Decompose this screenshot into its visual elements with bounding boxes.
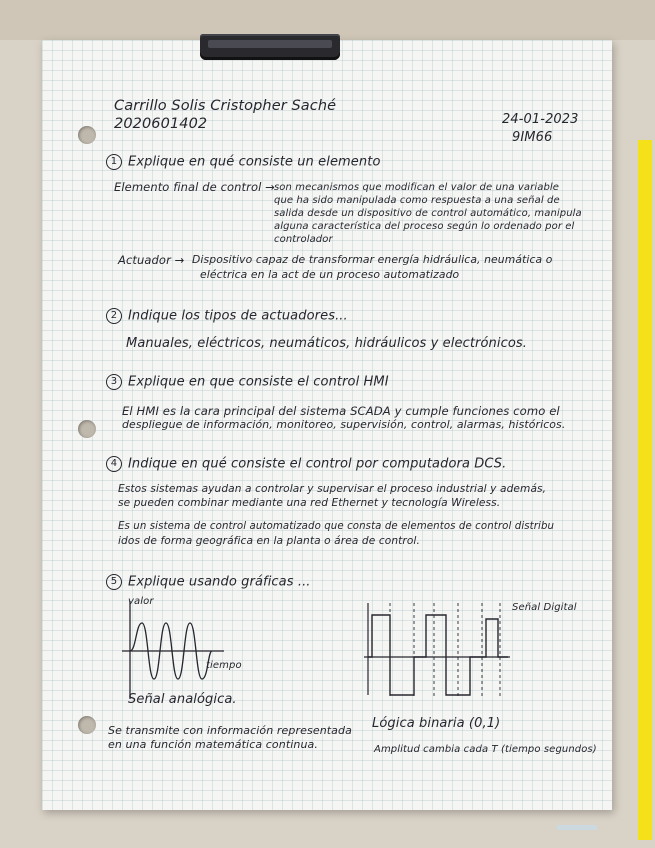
analog-desc-line-1: Se transmite con información representada bbox=[108, 724, 352, 737]
digital-guides bbox=[390, 603, 500, 699]
analog-caption: Señal analógica. bbox=[128, 692, 237, 707]
analog-desc-line-2: en una función matemática continua. bbox=[108, 738, 318, 751]
question-4-text: Indique en qué consiste el control por computadora DCS. bbox=[128, 456, 507, 472]
answer-2: Manuales, eléctricos, neumáticos, hidráulicos y electrónicos. bbox=[126, 336, 527, 351]
yellow-tab bbox=[638, 140, 652, 840]
digital-signal-graph bbox=[362, 595, 522, 705]
analog-x-label: tiempo bbox=[206, 660, 242, 671]
def-actuador-line-1: Dispositivo capaz de transformar energía hidráulica, neumática o bbox=[192, 253, 553, 266]
question-3 bbox=[106, 374, 389, 391]
digital-desc: Amplitud cambia cada T (tiempo segundos) bbox=[374, 744, 597, 755]
question-1 bbox=[106, 154, 381, 171]
question-2 bbox=[106, 308, 348, 325]
question-number-4: 4 bbox=[106, 456, 122, 472]
question-number-2: 2 bbox=[106, 308, 122, 324]
def-elemento-line-1: son mecanismos que modifican el valor de una variable bbox=[274, 182, 560, 193]
analog-y-label: valor bbox=[128, 596, 154, 607]
question-4 bbox=[106, 456, 506, 473]
digital-label: Señal Digital bbox=[512, 602, 577, 613]
punch-hole-3 bbox=[78, 716, 96, 734]
term-elemento-final: Elemento final de control → bbox=[114, 180, 275, 194]
question-number-1: 1 bbox=[106, 154, 122, 170]
student-name: Carrillo Solis Cristopher Saché bbox=[114, 98, 337, 114]
question-number-5: 5 bbox=[106, 574, 122, 590]
analog-signal-graph bbox=[112, 595, 282, 705]
digital-wave bbox=[368, 615, 508, 695]
question-1-text: Explique en qué consiste un elemento bbox=[128, 154, 381, 170]
digital-caption: Lógica binaria (0,1) bbox=[372, 716, 501, 731]
notebook-page bbox=[42, 40, 612, 810]
question-5-text: Explique usando gráficas ... bbox=[128, 574, 311, 590]
student-id: 2020601402 bbox=[114, 116, 208, 132]
answer-4a-line-2: se pueden combinar mediante una red Ethernet y tecnología Wireless. bbox=[118, 497, 501, 509]
question-number-3: 3 bbox=[106, 374, 122, 390]
date: 24-01-2023 bbox=[502, 112, 579, 127]
answer-4b-line-2: idos de forma geográfica en la planta o área de control. bbox=[118, 535, 420, 547]
ink-smudge bbox=[557, 825, 597, 830]
question-2-text: Indique los tipos de actuadores... bbox=[128, 308, 348, 324]
answer-4a-line-1: Estos sistemas ayudan a controlar y supervisar el proceso industrial y además, bbox=[118, 483, 547, 495]
def-elemento-line-3: salida desde un dispositivo de control automático, manipula bbox=[274, 208, 582, 219]
punch-hole-2 bbox=[78, 420, 96, 438]
answer-4b-line-1: Es un sistema de control automatizado que consta de elementos de control distribu bbox=[118, 521, 555, 532]
term-actuador: Actuador → bbox=[118, 253, 185, 267]
question-5 bbox=[106, 574, 311, 591]
clipboard-clip bbox=[200, 34, 340, 60]
def-elemento-line-5: controlador bbox=[274, 234, 333, 245]
punch-hole-1 bbox=[78, 126, 96, 144]
question-3-text: Explique en que consiste el control HMI bbox=[128, 374, 389, 390]
answer-3-line-1: El HMI es la cara principal del sistema SCADA y cumple funciones como el bbox=[122, 404, 560, 418]
answer-3-line-2: despliegue de información, monitoreo, supervisión, control, alarmas, históricos. bbox=[122, 418, 566, 431]
def-actuador-line-2: eléctrica en la act de un proceso automatizado bbox=[200, 268, 460, 281]
group: 9IM66 bbox=[512, 130, 553, 145]
def-elemento-line-4: alguna característica del proceso según lo ordenado por el bbox=[274, 221, 575, 232]
def-elemento-line-2: que ha sido manipulada como respuesta a una señal de bbox=[274, 195, 560, 206]
